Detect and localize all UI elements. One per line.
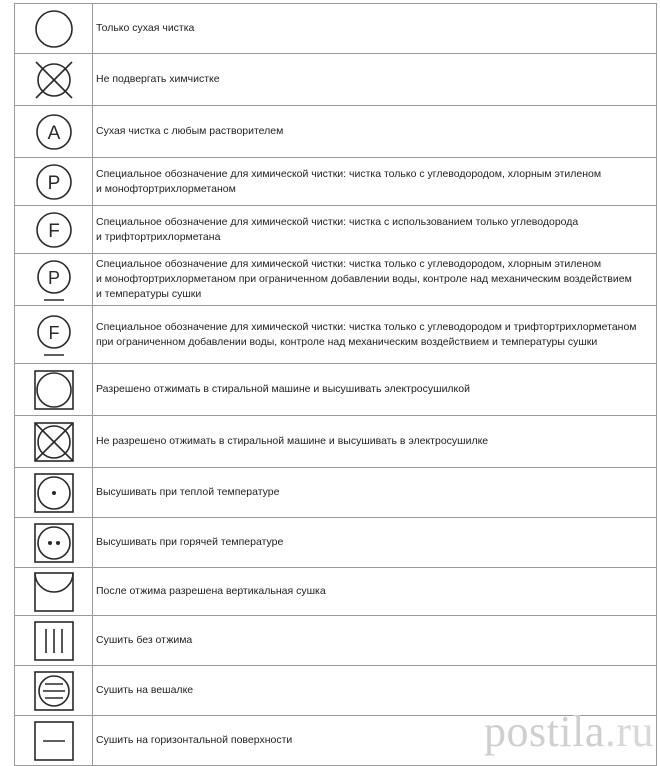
care-symbol-row xyxy=(15,568,657,616)
care-symbol-row xyxy=(15,616,657,666)
description-line: и монофтортрихлорметаном xyxy=(96,182,236,195)
dry-clean-f-gentle-icon xyxy=(15,306,93,364)
tumble-dry-high-heat-icon xyxy=(15,518,93,568)
description-line: Сухая чистка с любым растворителем xyxy=(96,125,284,137)
care-symbols-table xyxy=(14,3,657,766)
care-symbol-row xyxy=(15,54,657,106)
care-symbol-letter: F xyxy=(47,220,60,242)
description-line: Не разрешено отжимать в стиральной машине и высушивать в электросушилке xyxy=(96,435,489,447)
care-symbol-letter: P xyxy=(47,172,60,194)
care-symbol-description xyxy=(93,4,657,54)
care-symbol-description xyxy=(93,158,657,206)
care-symbol-description xyxy=(93,254,657,306)
care-symbol-letter: A xyxy=(47,122,60,144)
do-not-tumble-dry-icon xyxy=(15,416,93,468)
description-line: при ограниченном добавлении воды, контроле над механическим воздействием и температуры сушки xyxy=(96,335,598,348)
description-line: Специальное обозначение для химической чистки: чистка только с углеводородом, хлорным этиленом xyxy=(96,258,602,270)
care-symbol-row xyxy=(15,518,657,568)
watermark: postila.ru xyxy=(484,707,654,756)
description-line: и температуры сушки xyxy=(96,288,202,300)
care-symbol-letter: F xyxy=(48,322,59,343)
description-line: Сушить на вешалке xyxy=(96,684,194,696)
dry-clean-circle-icon xyxy=(15,4,93,54)
description-line: Сушить на горизонтальной поверхности xyxy=(96,734,293,746)
care-symbol-row xyxy=(15,254,657,306)
description-line: Специальное обозначение для химической чистки: чистка только с углеводородом, хлорным этиленом xyxy=(96,167,602,180)
description-line: Не подвергать химчистке xyxy=(96,73,220,85)
care-symbol-row xyxy=(15,106,657,158)
care-symbol-description xyxy=(93,54,657,106)
line-dry-icon xyxy=(15,568,93,616)
drip-dry-icon xyxy=(15,616,93,666)
care-symbol-row xyxy=(15,158,657,206)
description-line: Высушивать при горячей температуре xyxy=(96,536,284,548)
care-symbol-description xyxy=(93,364,657,416)
tumble-dry-icon xyxy=(15,364,93,416)
care-symbol-row xyxy=(15,206,657,254)
care-symbol-description xyxy=(93,518,657,568)
care-symbol-letter: P xyxy=(47,267,60,288)
description-line: Специальное обозначение для химической чистки: чистка с использованием только углеводорода xyxy=(96,215,579,228)
description-line: и трифтортрихлорметана xyxy=(96,230,221,243)
care-symbol-description xyxy=(93,568,657,616)
care-symbol-description xyxy=(93,206,657,254)
description-line: Высушивать при теплой температуре xyxy=(96,486,280,498)
dry-flat-icon xyxy=(15,716,93,766)
description-line: Только сухая чистка xyxy=(96,22,195,34)
description-line: и монофтортрихлорметаном при ограниченном добавлении воды, контроле над механическим воздействием xyxy=(96,273,632,285)
care-symbol-row xyxy=(15,416,657,468)
care-symbol-description xyxy=(93,306,657,364)
do-not-dry-clean-crossed-circle-icon xyxy=(15,54,93,106)
dry-on-hanger-icon xyxy=(15,666,93,716)
dry-clean-p-gentle-icon xyxy=(15,254,93,306)
care-symbol-description xyxy=(93,106,657,158)
care-symbol-row xyxy=(15,468,657,518)
care-symbol-row xyxy=(15,306,657,364)
care-symbol-description xyxy=(93,616,657,666)
description-line: После отжима разрешена вертикальная сушка xyxy=(96,585,326,597)
dry-clean-a-icon xyxy=(15,106,93,158)
dry-clean-f-icon xyxy=(15,206,93,254)
description-line: Сушить без отжима xyxy=(96,634,193,646)
care-symbol-description xyxy=(93,468,657,518)
care-symbol-row xyxy=(15,364,657,416)
dry-clean-p-icon xyxy=(15,158,93,206)
description-line: Разрешено отжимать в стиральной машине и высушивать электросушилкой xyxy=(96,383,470,395)
tumble-dry-low-heat-icon xyxy=(15,468,93,518)
care-symbol-description xyxy=(93,416,657,468)
description-line: Специальное обозначение для химической чистки: чистка только с углеводородом и трифтортрихлорметаном xyxy=(96,320,637,333)
care-symbol-row xyxy=(15,4,657,54)
